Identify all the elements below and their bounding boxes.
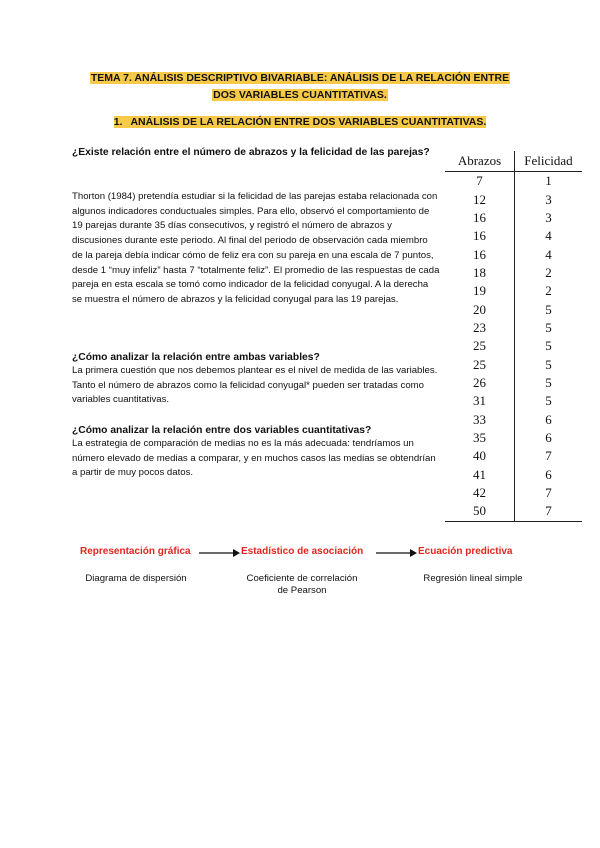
table-row xyxy=(445,392,582,410)
table-row xyxy=(445,282,582,300)
cell-abrazos: 40 xyxy=(445,447,515,465)
flow-step-ecuacion: Ecuación predictiva xyxy=(418,546,513,557)
cell-abrazos: 16 xyxy=(445,209,515,227)
cell-abrazos: 50 xyxy=(445,502,515,521)
table-row xyxy=(445,447,582,465)
header-felicidad: Felicidad xyxy=(515,151,583,172)
flow-sub-coeficiente-line2: de Pearson xyxy=(277,585,327,596)
paragraph-1: Thorton (1984) pretendía estudiar si la felicidad de las parejas estaba relacionada con algunos indicadores conductuales simples. Para ello, observó el comportamiento de 19 parejas durante 35 días consecutivos, y registró el número de abrazos y discusiones durante este periodo. Al final del periodo de observación cada miembro de la pareja debía indicar cómo de feliz era con su pareja en una escala de 7 puntos, desde 1 “muy infeliz” hasta 7 “totalmente feliz”. El promedio de las respuestas de cada pareja en esta escala se tomó como indicador de la felicidad conyugal. A la derecha se muestra el número de abrazos y la felicidad conyugal para las 19 parejas. xyxy=(72,191,440,305)
table-row xyxy=(445,300,582,318)
cell-felicidad: 6 xyxy=(545,411,552,427)
cell-felicidad: 5 xyxy=(545,301,552,317)
cell-abrazos: 16 xyxy=(445,227,515,245)
table-row xyxy=(445,410,582,428)
cell-felicidad: 7 xyxy=(515,502,583,521)
section-title: ANÁLISIS DE LA RELACIÓN ENTRE DOS VARIABLES CUANTITATIVAS. xyxy=(130,116,487,128)
cell-felicidad: 5 xyxy=(545,393,552,409)
arrow-right-icon xyxy=(199,547,241,559)
table-row xyxy=(445,245,582,263)
flow-sub-regresion: Regresión lineal simple xyxy=(423,573,523,584)
header-abrazos: Abrazos xyxy=(445,151,515,172)
cell-abrazos: 42 xyxy=(445,484,515,502)
cell-felicidad: 2 xyxy=(545,283,552,299)
cell-felicidad: 2 xyxy=(545,264,552,280)
question-1: ¿Existe relación entre el número de abrazos y la felicidad de las parejas? xyxy=(72,147,430,158)
section-heading-highlight xyxy=(114,116,487,128)
table-row xyxy=(445,429,582,447)
table-row xyxy=(445,466,582,484)
cell-abrazos: 26 xyxy=(445,374,515,392)
cell-abrazos: 7 xyxy=(445,172,515,191)
cell-abrazos: 18 xyxy=(445,264,515,282)
table-row xyxy=(445,172,582,191)
table-row xyxy=(445,484,582,502)
cell-felicidad: 4 xyxy=(545,228,552,244)
cell-abrazos: 12 xyxy=(445,190,515,208)
section-number: 1. xyxy=(113,116,123,128)
cell-felicidad: 5 xyxy=(545,319,552,335)
cell-felicidad: 5 xyxy=(545,374,552,390)
cell-felicidad: 5 xyxy=(545,356,552,372)
paragraph-2: La primera cuestión que nos debemos plantear es el nivel de medida de las variables. Tanto el número de abrazos como la felicidad conyugal* pueden ser tratadas como variables cuantitativas. xyxy=(72,365,438,406)
cell-abrazos: 25 xyxy=(445,355,515,373)
cell-felicidad: 3 xyxy=(545,191,552,207)
document-title xyxy=(0,70,600,104)
table-row xyxy=(445,190,582,208)
section-heading xyxy=(0,116,600,128)
cell-felicidad: 3 xyxy=(545,209,552,225)
paragraph-3: La estrategia de comparación de medias no es la más adecuada: tendríamos un número elevado de medias a comparar, y en muchos casos las medias se obtendrían a partir de muy pocos datos. xyxy=(72,438,436,479)
cell-abrazos: 23 xyxy=(445,319,515,337)
cell-felicidad: 6 xyxy=(545,429,552,445)
question-3: ¿Cómo analizar la relación entre dos variables cuantitativas? xyxy=(72,425,372,436)
cell-felicidad: 5 xyxy=(545,338,552,354)
cell-abrazos: 19 xyxy=(445,282,515,300)
title-line-2: DOS VARIABLES CUANTITATIVAS. xyxy=(213,89,387,101)
table-row xyxy=(445,264,582,282)
cell-abrazos: 25 xyxy=(445,337,515,355)
flow-sub-coeficiente-line1: Coeficiente de correlación xyxy=(246,573,358,584)
cell-felicidad: 6 xyxy=(545,466,552,482)
cell-felicidad: 1 xyxy=(545,173,552,189)
table-row xyxy=(445,319,582,337)
flow-sub-diagrama: Diagrama de dispersión xyxy=(85,573,187,584)
question-2: ¿Cómo analizar la relación entre ambas variables? xyxy=(72,352,320,363)
data-table xyxy=(445,151,582,522)
cell-abrazos: 31 xyxy=(445,392,515,410)
cell-felicidad: 7 xyxy=(545,448,552,464)
cell-felicidad: 7 xyxy=(545,485,552,501)
cell-abrazos: 20 xyxy=(445,300,515,318)
table-row xyxy=(445,209,582,227)
table-row xyxy=(445,355,582,373)
cell-abrazos: 16 xyxy=(445,245,515,263)
table-row xyxy=(445,374,582,392)
arrow-right-icon xyxy=(376,547,418,559)
cell-abrazos: 35 xyxy=(445,429,515,447)
flow-sub-coeficiente xyxy=(232,573,372,597)
table-row xyxy=(445,227,582,245)
flow-step-representacion: Representación gráfica xyxy=(80,546,191,557)
table-row xyxy=(445,337,582,355)
cell-abrazos: 41 xyxy=(445,466,515,484)
title-line-1: TEMA 7. ANÁLISIS DESCRIPTIVO BIVARIABLE: ANÁLISIS DE LA RELACIÓN ENTRE xyxy=(90,72,510,84)
flow-step-estadistico: Estadístico de asociación xyxy=(241,546,364,557)
cell-felicidad: 4 xyxy=(545,246,552,262)
table-row xyxy=(445,502,582,521)
cell-abrazos: 33 xyxy=(445,410,515,428)
